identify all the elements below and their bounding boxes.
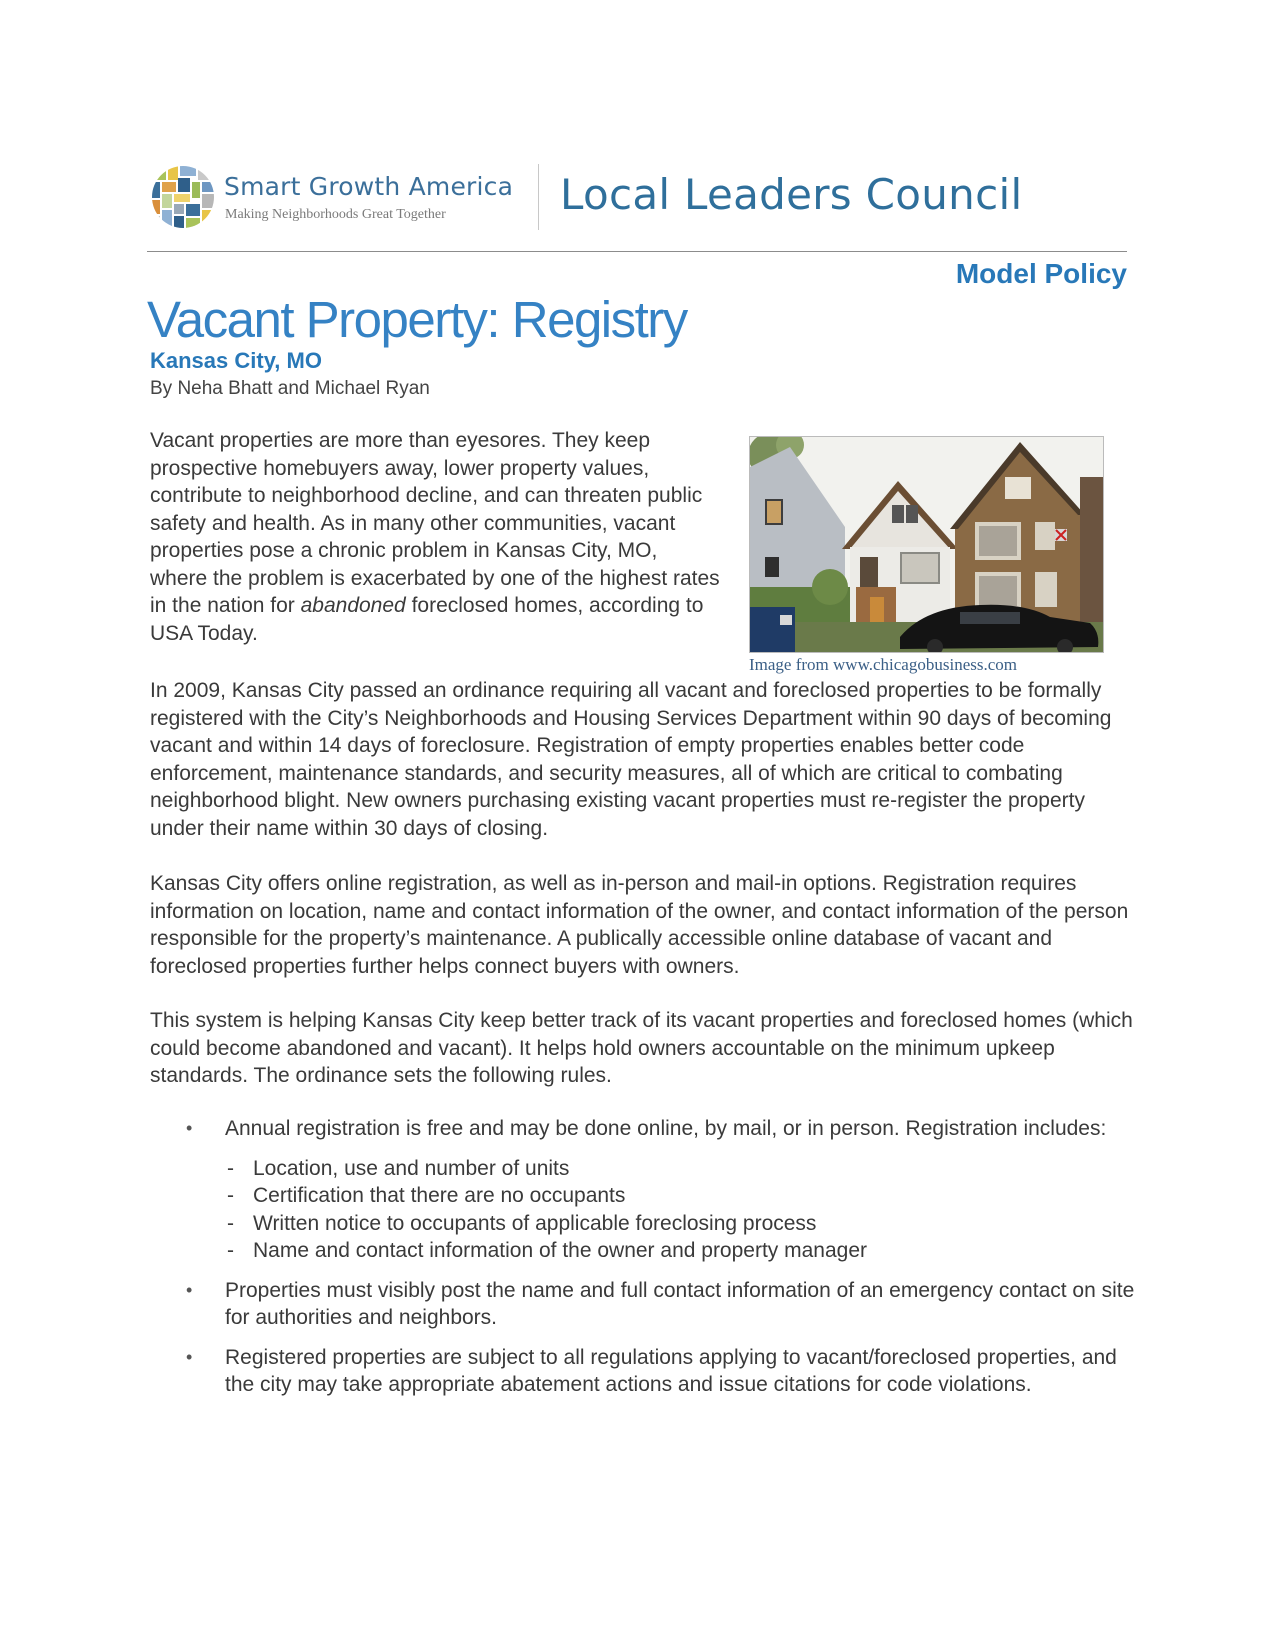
registration-paragraph: Kansas City offers online registration, as well as in-person and mail-in options. Registration requires information on location, name and contact information of the owner, and contact information of the person responsible for the property’s maintenance. A publically accessible online database of vacant and foreclosed properties further helps connect buyers with owners.: [150, 872, 1129, 978]
header-divider: [538, 164, 539, 230]
system-paragraph: This system is helping Kansas City keep better track of its vacant properties and foreclosed homes (which could become abandoned and vacant). It helps hold owners accountable on the minimum upkeep standards. The ordinance sets the following rules.: [150, 1009, 1133, 1087]
rule-item: [150, 1277, 1135, 1332]
council-title: Local Leaders Council: [560, 170, 1023, 219]
intro-text-a: Vacant properties are more than eyesores. They keep prospective homebuyers away, lower property values, contribute to neighborhood decline, and can threaten public safety and health. As in many other communities, vacant properties pose a chronic problem in Kansas City, MO, where the problem is exacerbated by one of the highest rates in the nation for: [150, 429, 720, 617]
document-location: Kansas City, MO: [150, 348, 322, 373]
document-title: Vacant Property: Registry: [147, 291, 687, 348]
sub-list-item: - Location, use and number of units: [225, 1155, 1135, 1183]
vacant-houses-illustration: [750, 437, 1103, 652]
rule-text: Registered properties are subject to all regulations applying to vacant/foreclosed properties, and the city may take appropriate abatement actions and issue citations for code violations.: [225, 1345, 1117, 1396]
rule-text: Annual registration is free and may be done online, by mail, or in person. Registration includes:: [225, 1117, 1107, 1140]
smart-growth-america-logo: [150, 164, 530, 232]
rule-item: [150, 1344, 1135, 1399]
photo-caption: Image from www.chicagobusiness.com: [749, 655, 1017, 674]
vacant-houses-photo: [749, 436, 1104, 653]
model-policy-label: Model Policy: [955, 258, 1127, 289]
sub-list-item: - Written notice to occupants of applicable foreclosing process: [225, 1210, 1135, 1238]
document-byline: By Neha Bhatt and Michael Ryan: [150, 378, 430, 399]
ordinance-paragraph: In 2009, Kansas City passed an ordinance requiring all vacant and foreclosed properties to be formally registered with the City’s Neighborhoods and Housing Services Department within 90 days of becoming vacant and within 14 days of foreclosure. Registration of empty properties enables better code enforcement, maintenance standards, and security measures, all of which are critical to combating neighborhood blight. New owners purchasing existing vacant properties must re-register the property under their name within 30 days of closing.: [150, 679, 1112, 840]
org-tagline: Making Neighborhoods Great Together: [225, 207, 446, 222]
rules-list: [150, 1115, 1135, 1411]
intro-paragraph: [150, 427, 720, 647]
header-rule: [147, 251, 1127, 252]
sga-logo-mark-icon: [150, 164, 216, 230]
sub-list-item: - Name and contact information of the owner and property manager: [225, 1237, 1135, 1265]
rule-item: [150, 1115, 1135, 1265]
registration-includes-list: [225, 1155, 1135, 1265]
rule-text: Properties must visibly post the name and full contact information of an emergency contact on site for authorities and neighbors.: [225, 1278, 1135, 1329]
sub-list-item: - Certification that there are no occupants: [225, 1182, 1135, 1210]
intro-text-b: foreclosed homes, according to USA Today.: [150, 594, 704, 645]
intro-emphasis: abandoned: [300, 594, 406, 617]
org-name: Smart Growth America: [224, 172, 514, 201]
